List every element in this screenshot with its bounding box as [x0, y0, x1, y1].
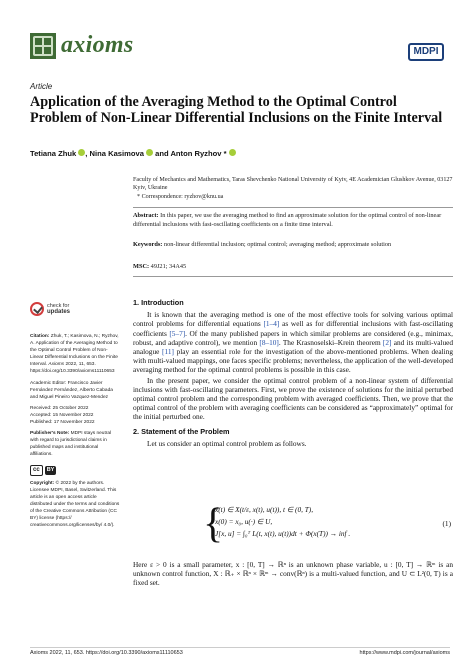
divider — [133, 207, 453, 208]
equation-row: x(0) = x₀, u(·) ∈ U, — [215, 517, 273, 526]
correspondence[interactable]: * Correspondence: ryzhov@knu.ua — [137, 194, 224, 200]
journal-logo[interactable] — [30, 32, 133, 59]
journal-name: axioms — [61, 32, 134, 58]
affiliation-block — [133, 176, 453, 201]
paragraph: In the present paper, we consider the optimal control problem of a non-linear system of differential inclusions with fast-oscillating parameters. First, we prove the existence of solutions for the initial perturbed optimal control problem and the corresponding problem with averaged coefficients. Then, we prove that the optimal control of the problem with averaging coefficients can be considered as “approximately” optimal for the initial perturbed one. — [133, 375, 453, 422]
footer-citation[interactable]: Axioms 2022, 11, 653. https://doi.org/10.3390/axioms11110653 — [30, 650, 183, 656]
attribution-icon: BY — [46, 466, 55, 473]
page-footer — [30, 647, 450, 656]
affiliation: Faculty of Mechanics and Mathematics, Taras Shevchenko National University of Kyiv, 4E Academician Glushkov Avenue, 03127 Kyiv, Ukraine — [133, 177, 453, 191]
dates: Received: 25 October 2022 Accepted: 15 November 2022 Published: 17 November 2022 — [30, 405, 95, 426]
article-type: Article — [30, 82, 53, 91]
citation-link[interactable]: [11] — [162, 347, 174, 357]
citation-link[interactable]: [2] — [382, 337, 392, 347]
divider — [133, 276, 453, 277]
creative-commons-icon: cc — [30, 465, 43, 476]
journal-grid-icon — [30, 33, 56, 59]
equation-row: J[x, u] = ∫₀ᵀ L(t, x(t), u(t))dt + Φ(x(T)) → inf . — [215, 529, 351, 538]
check-icon — [30, 302, 44, 316]
check-for-updates-button[interactable]: check for updates — [30, 302, 70, 316]
publisher-note: Publisher's Note: MDPI stays neutral with regard to jurisdictional claims in published maps and institutional affiliations. — [30, 431, 112, 458]
citation-doi-link[interactable]: 2022, 11, 653. https://doi.org/10.3390/axioms11110653 — [30, 362, 115, 375]
section-heading: 1. Introduction — [133, 298, 184, 307]
publisher-logo[interactable]: MDPI — [408, 43, 444, 61]
paragraph: It is known that the averaging method is one of the most effective tools for solving various optimal control problems for differential equations [1–4] as well as for differential inclusions with fast-oscillating coefficients [5–7]. Of the many published papers in which similar problems are considered (e.g., minimax, robust, and adaptive control), we mention [8–10]. The Krasnoselski–Krein theorem [2] and its multi-valued analogue [11] play an essential role for the investigation of the above-mentioned problems. When dealing with multi-valued mappings, one faces specific problems; nevertheless, the application of the well-developed averaging method for the optimal control problems is possible in this case. — [133, 310, 453, 375]
author-name[interactable]: Anton Ryzhov * — [170, 149, 227, 158]
orcid-icon[interactable] — [146, 149, 153, 156]
paragraph: Let us consider an optimal control problem as follows. — [147, 438, 307, 448]
section-heading: 2. Statement of the Problem — [133, 426, 230, 436]
academic-editor: Academic Editor: Francisco Javier Fernández Fernández, Alberto Cabada and Miguel Pineiro Vazquez-Mendez — [30, 380, 113, 400]
left-brace: { — [203, 501, 224, 547]
citation-link[interactable]: [5–7] — [169, 328, 186, 338]
equation-row: ẋ(t) ∈ X(t/ε, x(t), u(t)), t ∈ (0, T), — [215, 505, 314, 514]
equation-1 — [133, 498, 453, 558]
paper-title: Application of the Averaging Method to the Optimal Control Problem of Non-Linear Differential Inclusions on the Finite Interval — [30, 94, 443, 126]
orcid-icon[interactable] — [229, 149, 236, 156]
main-text — [133, 298, 453, 449]
cc-by-license-badge[interactable] — [30, 465, 56, 476]
author-name[interactable]: Tetiana Zhuk — [30, 149, 77, 158]
citation-link[interactable]: [1–4] — [263, 319, 280, 329]
author-name[interactable]: Nina Kasimova — [89, 149, 144, 158]
msc-codes: MSC: 49J21; 34A45 — [133, 263, 187, 270]
copyright: Copyright: © 2022 by the authors. Licensee MDPI, Basel, Switzerland. This article is an open access article distributed under the terms and conditions of the Creative Commons Attribution (CC BY) license (https:// creativecommons.org/licenses/by/ 4.0/). — [30, 480, 120, 529]
author-list: Tetiana Zhuk , Nina Kasimova and Anton Ryzhov * — [30, 149, 236, 158]
footer-journal-url[interactable]: https://www.mdpi.com/journal/axioms — [359, 650, 450, 656]
equation-number: (1) — [442, 519, 451, 528]
abstract: Abstract: In this paper, we use the averaging method to find an approximate solution for the optimal control of non-linear differential inclusions with fast-oscillating coefficients on a finite time interval. — [133, 212, 442, 228]
keywords: Keywords: non-linear differential inclusion; optimal control; averaging method; approximate solution — [133, 241, 392, 248]
paragraph: Here ε > 0 is a small parameter, x : [0, T] → ℝⁿ is an unknown phase variable, u : [0, T] → ℝᵐ is an unknown control function, X : ℝ₊ × ℝⁿ × ℝᵐ → conv(ℝⁿ) is a multi-valued function, and U ⊂ L²(0, T) is a fixed set. — [133, 560, 453, 588]
citation-link[interactable]: [8–10] — [259, 337, 279, 347]
article-sidebar — [30, 333, 120, 533]
citation: Citation: Zhuk, T.; Kasimova, N.; Ryzhov, A. Application of the Averaging Method to the Optimal Control Problem of Non-Linear Differential Inclusions on the Finite Interval. Axioms 2022, 11, 653. https://doi.org/10.3390/axioms11110653 — [30, 334, 119, 375]
